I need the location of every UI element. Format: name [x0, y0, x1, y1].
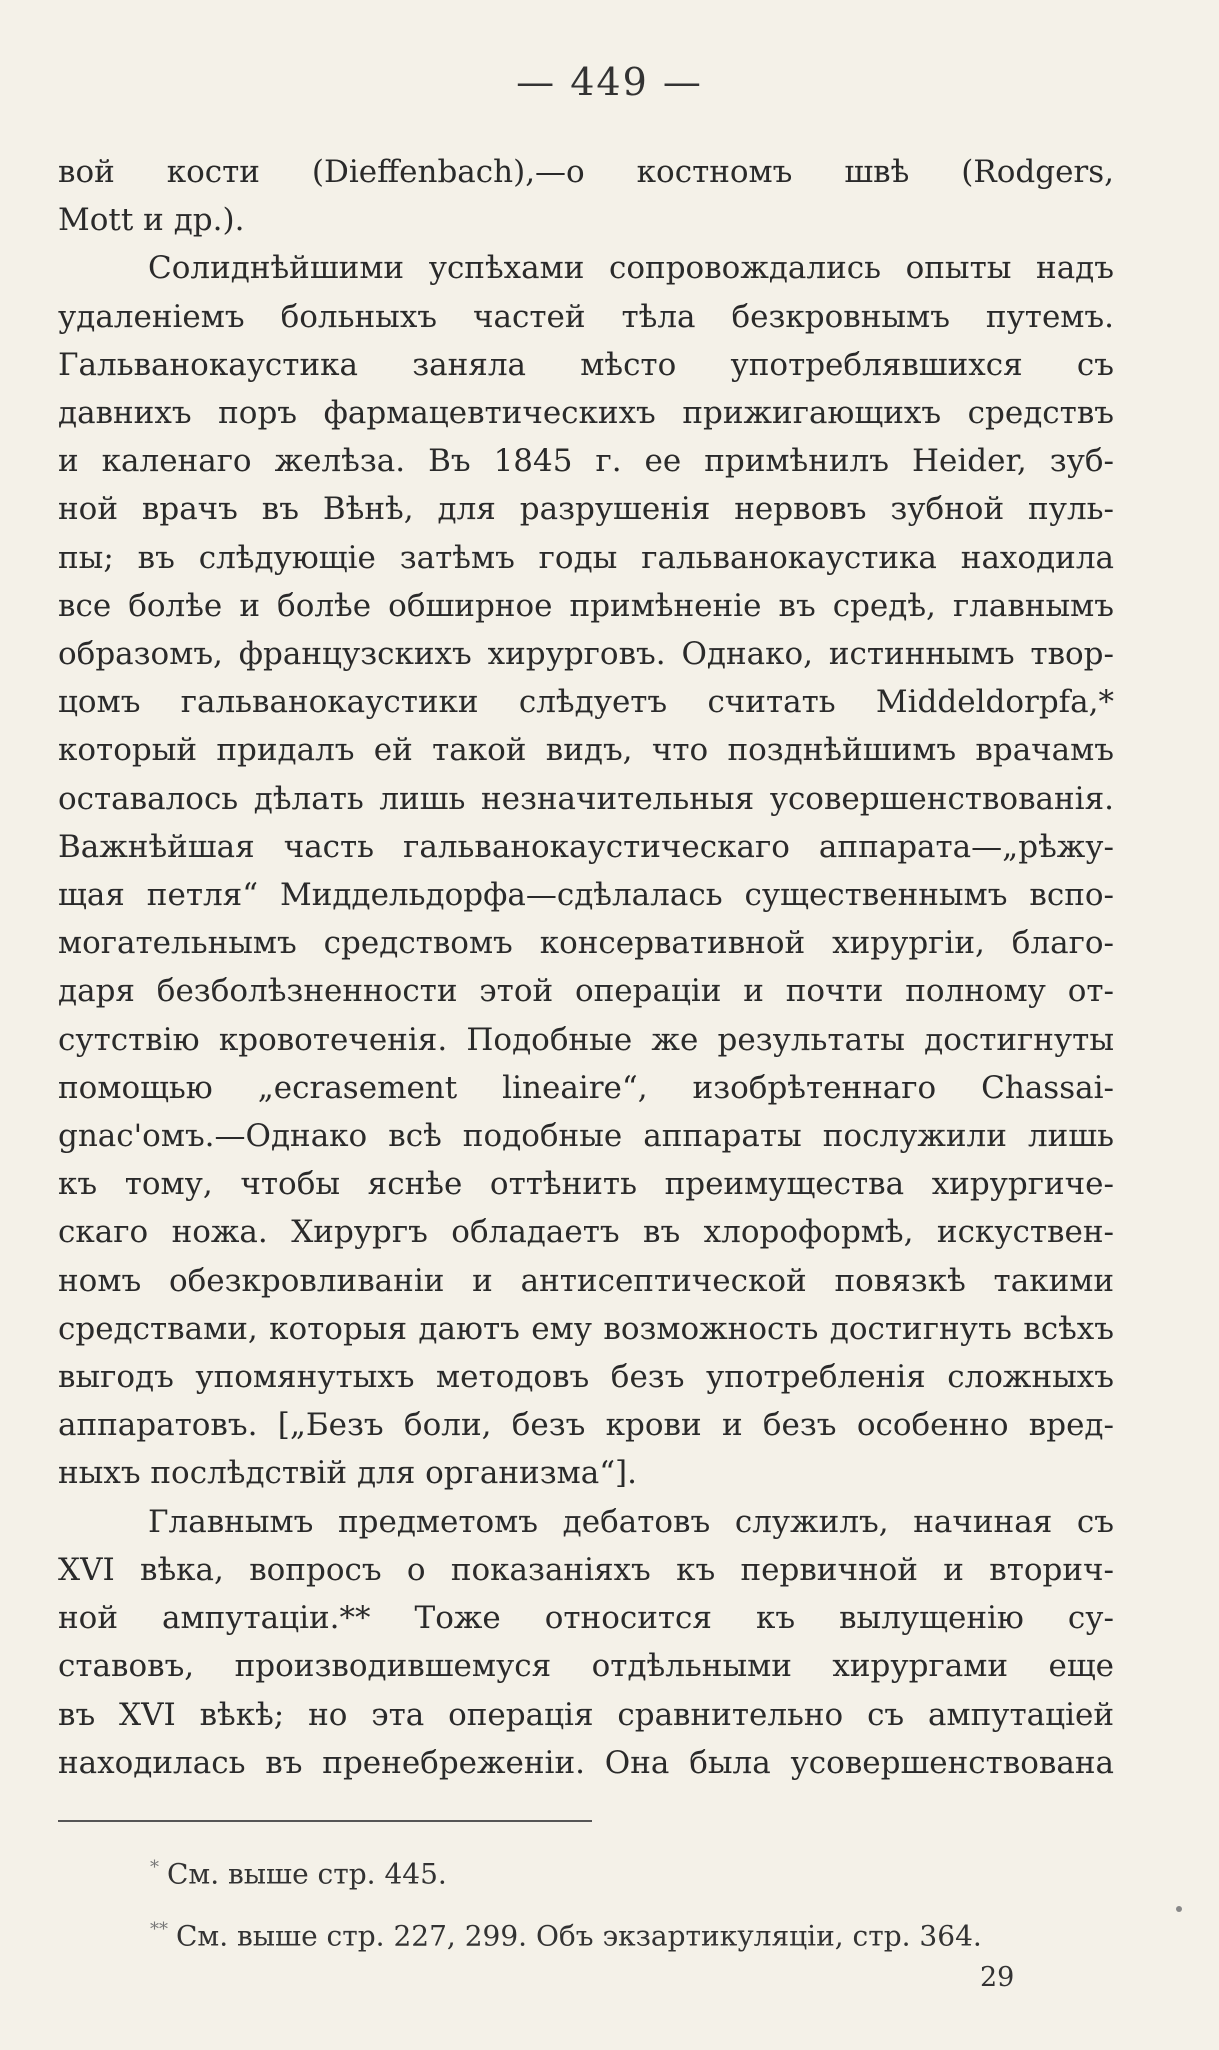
text-line: все болѣе и болѣе обширное примѣненіе въ средѣ, главнымъ	[58, 587, 1114, 624]
footnote-marker: **	[150, 1919, 168, 1941]
footnote	[150, 1902, 1100, 1964]
text-line: gnac'омъ.—Однако всѣ подобные аппараты послужили лишь	[58, 1118, 1114, 1155]
text-line: скаго ножа. Хирургъ обладаетъ въ хлороформѣ, искуствен-	[58, 1214, 1114, 1251]
text-line: находилась въ пренебреженіи. Она была усовершенствована	[58, 1744, 1114, 1781]
text-line: Mott и др.).	[58, 202, 245, 239]
footnotes	[150, 1840, 1100, 1965]
text-line: въ XVI вѣкѣ; но эта операція сравнительно съ ампутаціей	[58, 1696, 1114, 1733]
footnote	[150, 1840, 1100, 1902]
text-line: щая петля“ Миддельдорфа—сдѣлалась существеннымъ вспо-	[58, 877, 1114, 914]
text-line: давнихъ поръ фармацевтическихъ прижигающихъ средствъ	[58, 395, 1114, 432]
text-line: Главнымъ предметомъ дебатовъ служилъ, начиная съ	[148, 1503, 1114, 1540]
text-line: помощью „ecrasement lineaire“, изобрѣтеннаго Chassai-	[58, 1069, 1114, 1106]
paper-speck	[1176, 1906, 1182, 1912]
footnote-text: См. выше стр. 227, 299. Объ экзартикуляціи, стр. 364.	[176, 1919, 982, 1953]
footnote-divider	[58, 1820, 592, 1822]
text-line: удаленіемъ больныхъ частей тѣла безкровнымъ путемъ.	[58, 298, 1114, 335]
text-line: образомъ, французскихъ хирурговъ. Однако, истиннымъ твор-	[58, 636, 1114, 673]
text-line: Важнѣйшая часть гальванокаустическаго аппарата—„рѣжу-	[58, 828, 1114, 865]
text-line: ной врачъ въ Вѣнѣ, для разрушенія нервовъ зубной пуль-	[58, 491, 1114, 528]
text-line: оставалось дѣлать лишь незначительныя усовершенствованія.	[58, 780, 1114, 817]
footnote-text: См. выше стр. 445.	[167, 1857, 447, 1891]
text-line: могательнымъ средствомъ консервативной хирургіи, благо-	[58, 925, 1114, 962]
text-line: даря безболѣзненности этой операціи и почти полному от-	[58, 973, 1114, 1010]
body-text	[58, 148, 1114, 1787]
text-line: и каленаго желѣза. Въ 1845 г. ее примѣнилъ Heider, зуб-	[58, 443, 1114, 480]
signature-mark: 29	[980, 1962, 1015, 1993]
text-line: ставовъ, производившемуся отдѣльными хирургами еще	[58, 1648, 1114, 1685]
text-line: XVI вѣка, вопросъ о показаніяхъ къ первичной и вторич-	[58, 1551, 1114, 1588]
text-line: сутствію кровотеченія. Подобные же результаты достигнуты	[58, 1021, 1114, 1058]
footnote-marker: *	[150, 1857, 159, 1878]
text-line: вой кости (Dieffenbach),—о костномъ швѣ (Rodgers,	[58, 154, 1114, 190]
text-line: цомъ гальванокаустики слѣдуетъ считать Middeldorpfa,*	[58, 684, 1114, 721]
text-line: средствами, которыя даютъ ему возможность достигнуть всѣхъ	[58, 1310, 1114, 1347]
page-number: — 449 —	[516, 60, 703, 104]
text-line: Солиднѣйшими успѣхами сопровождались опыты надъ	[148, 250, 1114, 287]
text-line: Гальванокаустика заняла мѣсто употреблявшихся съ	[58, 346, 1114, 383]
text-line: номъ обезкровливаніи и антисептической повязкѣ такими	[58, 1262, 1114, 1299]
text-line: ной ампутаціи.** Тоже относится къ вылущенію су-	[58, 1600, 1114, 1637]
text-line: ныхъ послѣдствій для организма“].	[58, 1455, 637, 1492]
text-line: пы; въ слѣдующіе затѣмъ годы гальванокаустика находила	[58, 539, 1114, 576]
text-line: аппаратовъ. [„Безъ боли, безъ крови и безъ особенно вред-	[58, 1407, 1114, 1444]
text-line: выгодъ упомянутыхъ методовъ безъ употребленія сложныхъ	[58, 1359, 1114, 1396]
text-line: къ тому, чтобы яснѣе оттѣнить преимущества хирургиче-	[58, 1166, 1114, 1203]
text-line: который придалъ ей такой видъ, что позднѣйшимъ врачамъ	[58, 732, 1114, 769]
